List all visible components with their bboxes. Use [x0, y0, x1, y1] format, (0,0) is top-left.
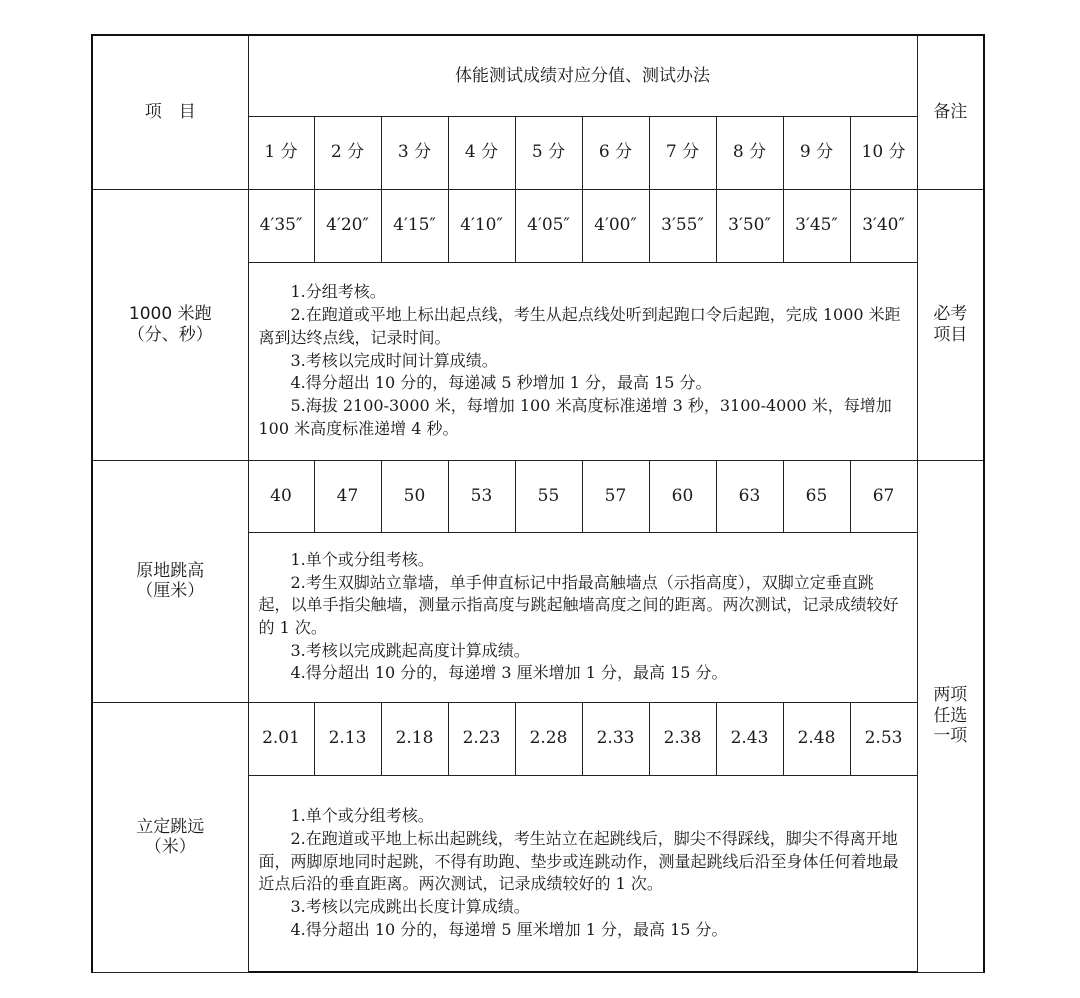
header-item-cell — [92, 35, 248, 189]
score-header-2: 2 分 — [314, 116, 381, 189]
ljump-value-2: 2.13 — [314, 702, 381, 775]
item-long-jump-name-cell — [92, 702, 248, 972]
ljump-method-cell — [248, 775, 917, 972]
item-run-unit: （分、秒） — [127, 324, 213, 345]
ljump-method-step-2: 2.在跑道或平地上标出起跳线，考生站立在起跳线后，脚尖不得踩线，脚尖不得离开地面，两脚原地同时起跳，不得有助跑、垫步或连跳动作，测量起跳线后沿至身体任何着地最近点后沿的垂直距离。两次测试，记录成绩较好的 1 次。 — [258, 828, 899, 894]
vjump-value-6: 57 — [582, 460, 649, 532]
ljump-value-8: 2.43 — [716, 702, 783, 775]
vjump-method-cell — [248, 532, 917, 702]
item-vertical-jump-unit: （厘米） — [136, 581, 205, 601]
header-note-cell — [917, 35, 984, 189]
shared-note-line1: 两项 — [933, 685, 968, 706]
ljump-value-3: 2.18 — [381, 702, 448, 775]
ljump-value-10: 2.53 — [850, 702, 917, 775]
score-header-5: 5 分 — [515, 116, 582, 189]
vjump-method-step-1: 1.单个或分组考核。 — [290, 549, 434, 569]
fitness-test-table — [91, 34, 985, 973]
score-header-3: 3 分 — [381, 116, 448, 189]
vjump-method-step-2: 2.考生双脚站立靠墙，单手伸直标记中指最高触墙点（示指高度），双脚立定垂直跳起，以单手指尖触墙，测量示指高度与跳起触墙高度之间的距离。两次测试，记录成绩较好的 1 次。 — [258, 572, 899, 637]
score-header-7: 7 分 — [649, 116, 716, 189]
ljump-value-6: 2.33 — [582, 702, 649, 775]
item-run-name-cell — [92, 189, 248, 460]
run-method-step-1: 1.分组考核。 — [290, 282, 386, 302]
header-item-label: 项 目 — [144, 102, 196, 123]
item-vertical-jump-name: 原地跳高 — [136, 560, 205, 581]
run-value-2: 4′20″ — [314, 189, 381, 262]
run-note-cell — [917, 189, 984, 460]
vjump-value-8: 63 — [716, 460, 783, 532]
vjump-value-7: 60 — [649, 460, 716, 532]
ljump-value-9: 2.48 — [783, 702, 850, 775]
run-value-10: 3′40″ — [850, 189, 917, 262]
run-method-step-5: 5.海拔 2100-3000 米，每增加 100 米高度标准递增 3 秒，3100-4000 米，每增加 100 米高度标准递增 4 秒。 — [258, 396, 892, 438]
run-value-9: 3′45″ — [783, 189, 850, 262]
vjump-value-2: 47 — [314, 460, 381, 532]
run-value-4: 4′10″ — [448, 189, 515, 262]
header-title-cell — [248, 35, 917, 116]
run-method-step-2: 2.在跑道或平地上标出起点线，考生从起点线处听到起跑口令后起跑，完成 1000 米距离到达终点线，记录时间。 — [258, 305, 901, 347]
item-vertical-jump-name-cell — [92, 460, 248, 702]
run-note-line2: 项目 — [933, 324, 968, 345]
score-header-10: 10 分 — [850, 116, 917, 189]
shared-note-cell — [917, 460, 984, 972]
ljump-value-4: 2.23 — [448, 702, 515, 775]
score-header-9: 9 分 — [783, 116, 850, 189]
vjump-value-9: 65 — [783, 460, 850, 532]
vjump-value-4: 53 — [448, 460, 515, 532]
vjump-method-step-4: 4.得分超出 10 分的，每递增 3 厘米增加 1 分，最高 15 分。 — [290, 663, 728, 683]
ljump-method-step-4: 4.得分超出 10 分的，每递增 5 厘米增加 1 分，最高 15 分。 — [290, 919, 728, 939]
score-header-1: 1 分 — [248, 116, 314, 189]
run-value-5: 4′05″ — [515, 189, 582, 262]
ljump-method-step-1: 1.单个或分组考核。 — [290, 806, 434, 826]
ljump-value-1: 2.01 — [248, 702, 314, 775]
shared-note-line2: 任选 — [933, 705, 968, 726]
shared-note-line3: 一项 — [933, 726, 968, 747]
ljump-value-7: 2.38 — [649, 702, 716, 775]
run-value-6: 4′00″ — [582, 189, 649, 262]
item-long-jump-unit: （米） — [144, 837, 196, 857]
score-header-8: 8 分 — [716, 116, 783, 189]
score-header-6: 6 分 — [582, 116, 649, 189]
run-method-step-4: 4.得分超出 10 分的，每递减 5 秒增加 1 分，最高 15 分。 — [290, 373, 712, 393]
vjump-method-step-3: 3.考核以完成跳起高度计算成绩。 — [290, 640, 530, 660]
item-long-jump-name: 立定跳远 — [136, 816, 205, 837]
header-title: 体能测试成绩对应分值、测试办法 — [455, 65, 711, 86]
vjump-value-3: 50 — [381, 460, 448, 532]
ljump-method-step-3: 3.考核以完成跳出长度计算成绩。 — [290, 896, 530, 916]
vjump-value-1: 40 — [248, 460, 314, 532]
run-value-7: 3′55″ — [649, 189, 716, 262]
run-value-3: 4′15″ — [381, 189, 448, 262]
run-value-8: 3′50″ — [716, 189, 783, 262]
run-method-cell — [248, 262, 917, 460]
run-note-line1: 必考 — [933, 304, 968, 325]
header-note-label: 备注 — [933, 102, 968, 123]
score-header-4: 4 分 — [448, 116, 515, 189]
ljump-value-5: 2.28 — [515, 702, 582, 775]
vjump-value-10: 67 — [850, 460, 917, 532]
run-value-1: 4′35″ — [248, 189, 314, 262]
vjump-value-5: 55 — [515, 460, 582, 532]
run-method-step-3: 3.考核以完成时间计算成绩。 — [290, 350, 498, 370]
item-run-name: 1000 米跑 — [128, 304, 212, 325]
